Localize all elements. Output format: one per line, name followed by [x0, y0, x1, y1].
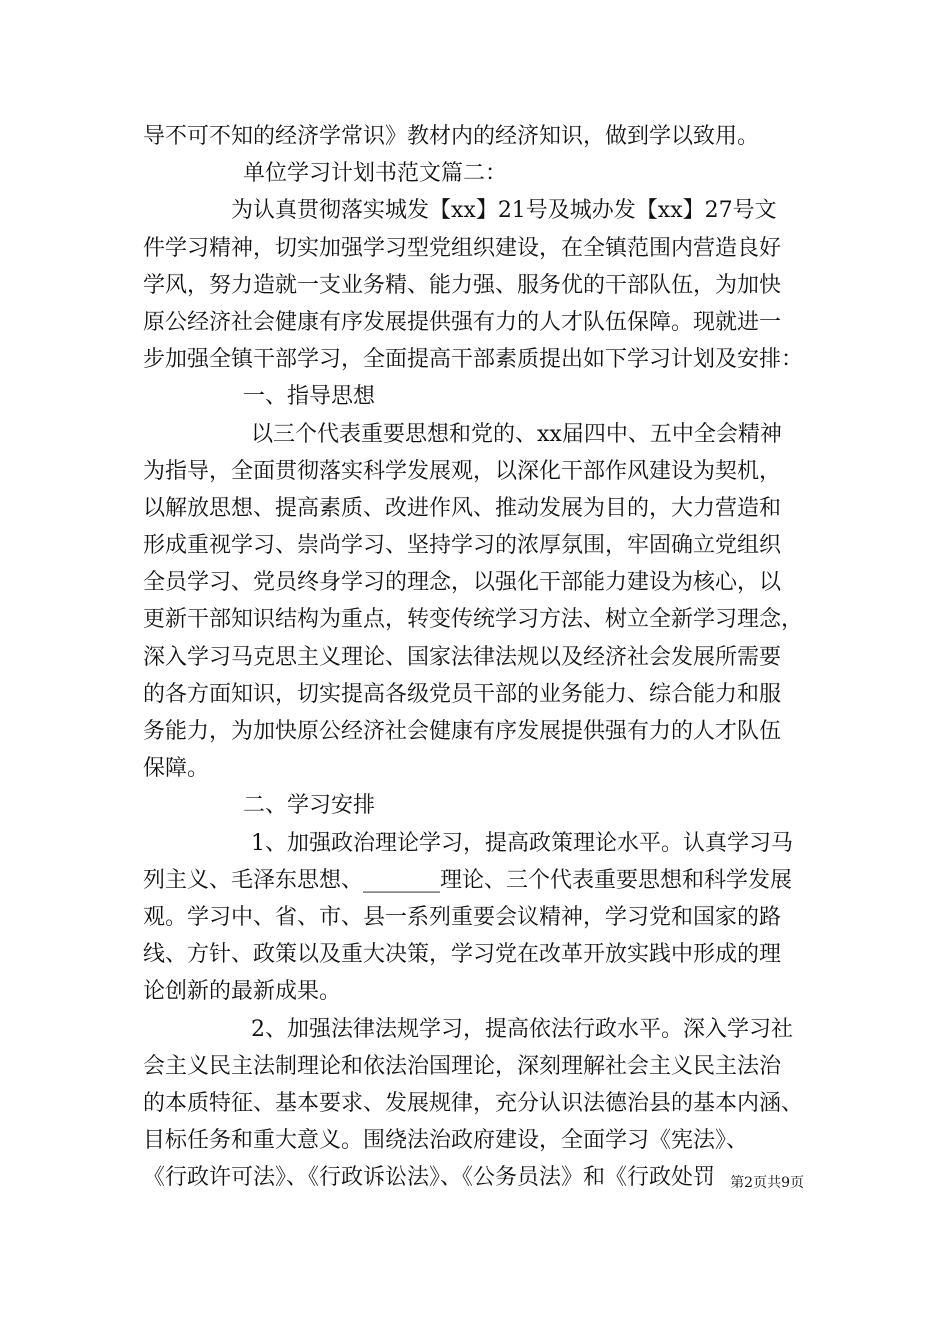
text-line: 的本质特征、基本要求、发展规律，充分认识法德治县的基本内涵、 [143, 1090, 804, 1116]
text-line: 形成重视学习、崇尚学习、坚持学习的浓厚氛围，牢固确立党组织 [143, 533, 782, 559]
text-line: 目标任务和重大意义。围绕法治政府建设，全面学习《宪法》、 [143, 1128, 749, 1154]
text-line: 2、加强法律法规学习，提高依法行政水平。深入学习社 [251, 1016, 793, 1042]
text-line: 保障。 [143, 756, 210, 782]
text-line: 以解放思想、提高素质、改进作风、推动发展为目的，大力营造和 [143, 495, 782, 521]
text-line: 一、指导思想 [243, 384, 376, 410]
text-line: 导不可不知的经济学常识》教材内的经济知识，做到学以致用。 [143, 124, 760, 149]
text-line: 列主义、毛泽东思想、_______理论、三个代表重要思想和科学发展 [143, 867, 793, 893]
text-line: 单位学习计划书范文篇二： [243, 161, 508, 187]
text-line: 务能力，为加快原公经济社会健康有序发展提供强有力的人才队伍 [143, 719, 782, 744]
text-line: 全员学习、党员终身学习的理念，以强化干部能力建设为核心，以 [143, 570, 782, 596]
text-line: 深入学习马克思主义理论、国家法律法规以及经济社会发展所需要 [143, 644, 782, 670]
text-line: 线、方针、政策以及重大决策，学习党在改革开放实践中形成的理 [143, 942, 782, 968]
text-line: 以三个代表重要思想和党的、xx届四中、五中全会精神 [251, 421, 782, 447]
page-number: 第2页共9页 [730, 1175, 804, 1191]
text-line: 《行政许可法》、《行政诉讼法》、《公务员法》和《行政处罚 [143, 1165, 716, 1191]
text-line: 更新干部知识结构为重点，转变传统学习方法、树立全新学习理念， [143, 607, 804, 633]
text-line: 观。学习中、省、市、县一系列重要会议精神，学习党和国家的路 [143, 904, 782, 930]
text-line: 论创新的最新成果。 [143, 979, 342, 1005]
text-line: 会主义民主法制理论和依法治国理论，深刻理解社会主义民主法治 [143, 1053, 782, 1079]
document-body [143, 118, 818, 1196]
text-line: 的各方面知识，切实提高各级党员干部的业务能力、综合能力和服 [143, 681, 782, 707]
text-line: 学风，努力造就一支业务精、能力强、服务优的干部队伍，为加快 [143, 272, 782, 298]
text-line: 原公经济社会健康有序发展提供强有力的人才队伍保障。现就进一 [143, 309, 782, 335]
text-line: 步加强全镇干部学习，全面提高干部素质提出如下学习计划及安排： [143, 347, 804, 373]
text-line: 1、加强政治理论学习，提高政策理论水平。认真学习马 [251, 830, 793, 856]
text-line: 为认真贯彻落实城发【xx】21号及城办发【xx】27号文 [231, 198, 777, 224]
text-line: 件学习精神，切实加强学习型党组织建设，在全镇范围内营造良好 [143, 235, 782, 261]
text-line: 二、学习安排 [243, 793, 376, 819]
text-line: 为指导，全面贯彻落实科学发展观，以深化干部作风建设为契机， [143, 458, 782, 484]
